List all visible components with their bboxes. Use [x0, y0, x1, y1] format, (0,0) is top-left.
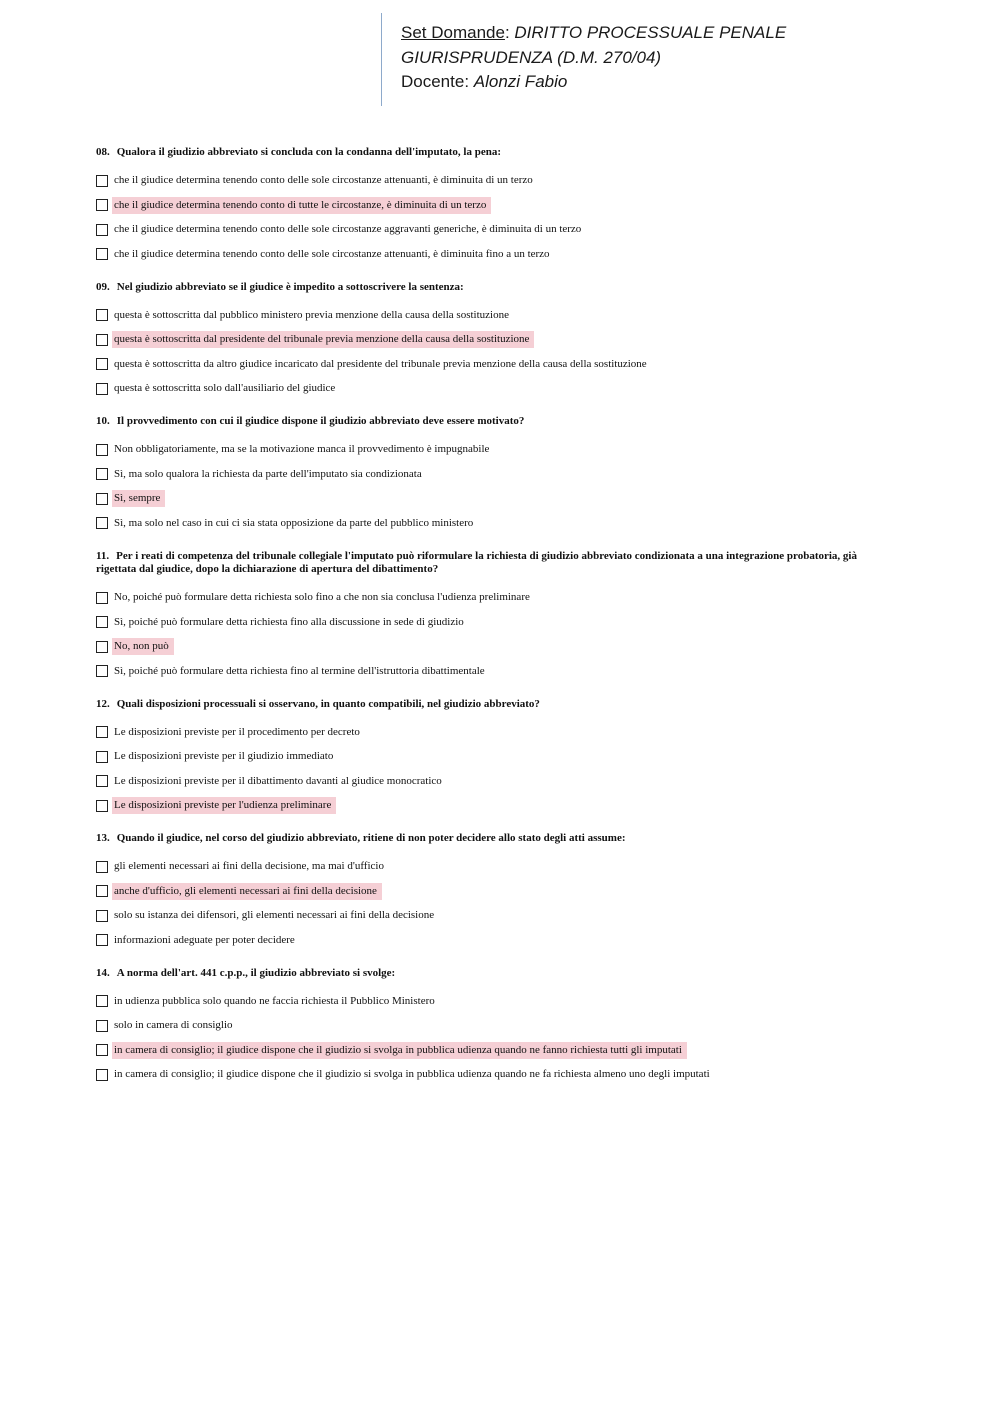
answer-option[interactable]	[96, 659, 896, 684]
answer-option[interactable]	[96, 745, 896, 770]
answer-checkbox[interactable]	[96, 334, 108, 346]
answer-option-correct[interactable]	[96, 794, 896, 819]
answer-option[interactable]	[96, 438, 896, 463]
question-text: Quando il giudice, nel corso del giudizio abbreviato, ritiene di non poter decidere allo stato degli atti assume:	[116, 832, 626, 844]
question-text: Qualora il giudizio abbreviato si concluda con la condanna dell'imputato, la pena:	[116, 146, 501, 158]
answer-option[interactable]	[96, 1014, 896, 1039]
question	[96, 281, 896, 402]
question-number: 08.	[96, 146, 110, 158]
answer-checkbox[interactable]	[96, 175, 108, 187]
answer-option[interactable]	[96, 720, 896, 745]
docente-name: Alonzi Fabio	[473, 72, 568, 91]
answer-option[interactable]	[96, 462, 896, 487]
set-title: DIRITTO PROCESSUALE PENALE	[514, 23, 787, 42]
question-number: 12.	[96, 697, 110, 710]
answer-text: che il giudice determina tenendo conto delle sole circostanze aggravanti generiche, è diminuita di un terzo	[114, 223, 582, 236]
answer-checkbox[interactable]	[96, 726, 108, 738]
answer-checkbox[interactable]	[96, 934, 108, 946]
answer-option[interactable]	[96, 377, 896, 402]
answer-checkbox[interactable]	[96, 444, 108, 456]
question-number: 13.	[96, 832, 110, 844]
answer-option-correct[interactable]	[96, 193, 896, 218]
answer-option[interactable]	[96, 303, 896, 328]
question-title	[96, 415, 896, 429]
answer-option[interactable]	[96, 242, 896, 267]
answer-option[interactable]	[96, 1063, 896, 1088]
question-number: 09.	[96, 280, 110, 293]
answer-option[interactable]	[96, 511, 896, 536]
answer-option-correct[interactable]	[96, 635, 896, 660]
docente-line	[401, 70, 786, 95]
answer-checkbox[interactable]	[96, 751, 108, 763]
docente-label: Docente:	[401, 72, 470, 91]
answer-text: Le disposizioni previste per l'udienza preliminare	[112, 797, 336, 814]
set-label: Set Domande	[401, 23, 505, 42]
question	[96, 415, 896, 536]
answer-option[interactable]	[96, 586, 896, 611]
answer-text: che il giudice determina tenendo conto delle sole circostanze attenuanti, è diminuita fino a un terzo	[114, 247, 550, 260]
set-title-line1: Set Domande: DIRITTO PROCESSUALE PENALE	[401, 23, 787, 42]
answer-text: No, poiché può formulare detta richiesta solo fino a che non sia conclusa l'udienza preliminare	[114, 591, 530, 604]
answer-text: che il giudice determina tenendo conto delle sole circostanze attenuanti, è diminuita di un terzo	[114, 174, 533, 187]
answer-text: solo in camera di consiglio	[114, 1019, 233, 1032]
answer-text: Sì, poiché può formulare detta richiesta fino alla discussione in sede di giudizio	[114, 615, 464, 628]
question	[96, 832, 896, 953]
answer-option[interactable]	[96, 928, 896, 953]
answer-option-correct[interactable]	[96, 487, 896, 512]
question-number: 10.	[96, 415, 110, 427]
answer-text: in udienza pubblica solo quando ne faccia richiesta il Pubblico Ministero	[114, 994, 435, 1007]
question-number: 11.	[96, 549, 110, 562]
answer-text: Sì, ma solo nel caso in cui ci sia stata opposizione da parte del pubblico ministero	[114, 516, 474, 529]
answer-text: in camera di consiglio; il giudice dispone che il giudizio si svolga in pubblica udienza quando ne fa richiesta almeno uno degli imputati	[114, 1068, 710, 1081]
answer-text: che il giudice determina tenendo conto di tutte le circostanze, è diminuita di un terzo	[112, 197, 491, 214]
answer-option-correct[interactable]	[96, 1038, 896, 1063]
answer-checkbox[interactable]	[96, 358, 108, 370]
answer-text: Le disposizioni previste per il giudizio immediato	[114, 750, 334, 763]
answer-checkbox[interactable]	[96, 517, 108, 529]
question-text: Per i reati di competenza del tribunale collegiale l'imputato può riformulare la richiesta di giudizio abbreviato condizionata a una integrazione probatoria, già rigettata dal giudice, dopo la dichiarazione di apertura del dibattimento?	[96, 549, 857, 575]
answer-option[interactable]	[96, 169, 896, 194]
question	[96, 698, 896, 819]
answer-option-correct[interactable]	[96, 879, 896, 904]
question-text: Il provvedimento con cui il giudice dispone il giudizio abbreviato deve essere motivato?	[116, 415, 525, 427]
answer-text: questa è sottoscritta solo dall'ausiliario del giudice	[114, 382, 336, 395]
question	[96, 146, 896, 267]
answer-text: questa è sottoscritta dal presidente del tribunale previa menzione della causa della sostituzione	[112, 331, 534, 348]
answer-option-correct[interactable]	[96, 328, 896, 353]
answer-text: Le disposizioni previste per il procedimento per decreto	[114, 725, 360, 738]
answer-option[interactable]	[96, 855, 896, 880]
answer-text: anche d'ufficio, gli elementi necessari ai fini della decisione	[112, 883, 382, 900]
answer-text: Non obbligatoriamente, ma se la motivazione manca il provvedimento è impugnabile	[114, 443, 490, 456]
answer-checkbox[interactable]	[96, 199, 108, 211]
answer-checkbox[interactable]	[96, 493, 108, 505]
answer-text: No, non può	[112, 638, 174, 655]
question	[96, 967, 896, 1088]
answer-checkbox[interactable]	[96, 885, 108, 897]
answer-text: Sì, poiché può formulare detta richiesta fino al termine dell'istruttoria dibattimentale	[114, 664, 485, 677]
answer-checkbox[interactable]	[96, 861, 108, 873]
question-list	[96, 146, 896, 1101]
answer-text: Sì, sempre	[112, 490, 165, 507]
answer-option[interactable]	[96, 218, 896, 243]
question	[96, 550, 896, 684]
question-title	[96, 967, 896, 981]
answer-checkbox[interactable]	[96, 995, 108, 1007]
question-title	[96, 281, 896, 295]
question-text: Nel giudizio abbreviato se il giudice è impedito a sottoscrivere la sentenza:	[116, 280, 464, 293]
question-number: 14.	[96, 966, 110, 979]
question-title	[96, 698, 896, 712]
answer-option[interactable]	[96, 904, 896, 929]
answer-option[interactable]	[96, 352, 896, 377]
answer-checkbox[interactable]	[96, 616, 108, 628]
question-title	[96, 832, 896, 846]
answer-text: informazioni adeguate per poter decidere	[114, 933, 295, 946]
question-title	[96, 146, 896, 160]
answer-checkbox[interactable]	[96, 910, 108, 922]
answer-checkbox[interactable]	[96, 665, 108, 677]
answer-option[interactable]	[96, 610, 896, 635]
answer-checkbox[interactable]	[96, 468, 108, 480]
answer-checkbox[interactable]	[96, 1020, 108, 1032]
answer-checkbox[interactable]	[96, 800, 108, 812]
answer-checkbox[interactable]	[96, 383, 108, 395]
answer-text: questa è sottoscritta dal pubblico ministero previa menzione della causa della sostituzione	[114, 308, 509, 321]
answer-checkbox[interactable]	[96, 1044, 108, 1056]
answer-text: gli elementi necessari ai fini della decisione, ma mai d'ufficio	[114, 860, 384, 873]
answer-checkbox[interactable]	[96, 592, 108, 604]
answer-checkbox[interactable]	[96, 309, 108, 321]
answer-text: Sì, ma solo qualora la richiesta da parte dell'imputato sia condizionata	[114, 467, 422, 480]
question-text: Quali disposizioni processuali si osservano, in quanto compatibili, nel giudizio abbreviato?	[116, 697, 540, 710]
question-title	[96, 550, 896, 577]
answer-text: in camera di consiglio; il giudice dispone che il giudizio si svolga in pubblica udienza quando ne fanno richiesta tutti gli imputati	[112, 1042, 687, 1059]
answer-checkbox[interactable]	[96, 1069, 108, 1081]
answer-text: questa è sottoscritta da altro giudice incaricato dal presidente del tribunale previa menzione della causa della sostituzione	[114, 357, 647, 370]
set-title-line2: GIURISPRUDENZA (D.M. 270/04)	[401, 47, 662, 67]
answer-option[interactable]	[96, 989, 896, 1014]
answer-checkbox[interactable]	[96, 641, 108, 653]
answer-text: Le disposizioni previste per il dibattimento davanti al giudice monocratico	[114, 774, 442, 787]
answer-checkbox[interactable]	[96, 248, 108, 260]
question-text: A norma dell'art. 441 c.p.p., il giudizio abbreviato si svolge:	[116, 966, 396, 979]
document-header	[381, 13, 786, 106]
answer-option[interactable]	[96, 769, 896, 794]
answer-checkbox[interactable]	[96, 775, 108, 787]
answer-text: solo su istanza dei difensori, gli elementi necessari ai fini della decisione	[114, 909, 435, 922]
answer-checkbox[interactable]	[96, 224, 108, 236]
